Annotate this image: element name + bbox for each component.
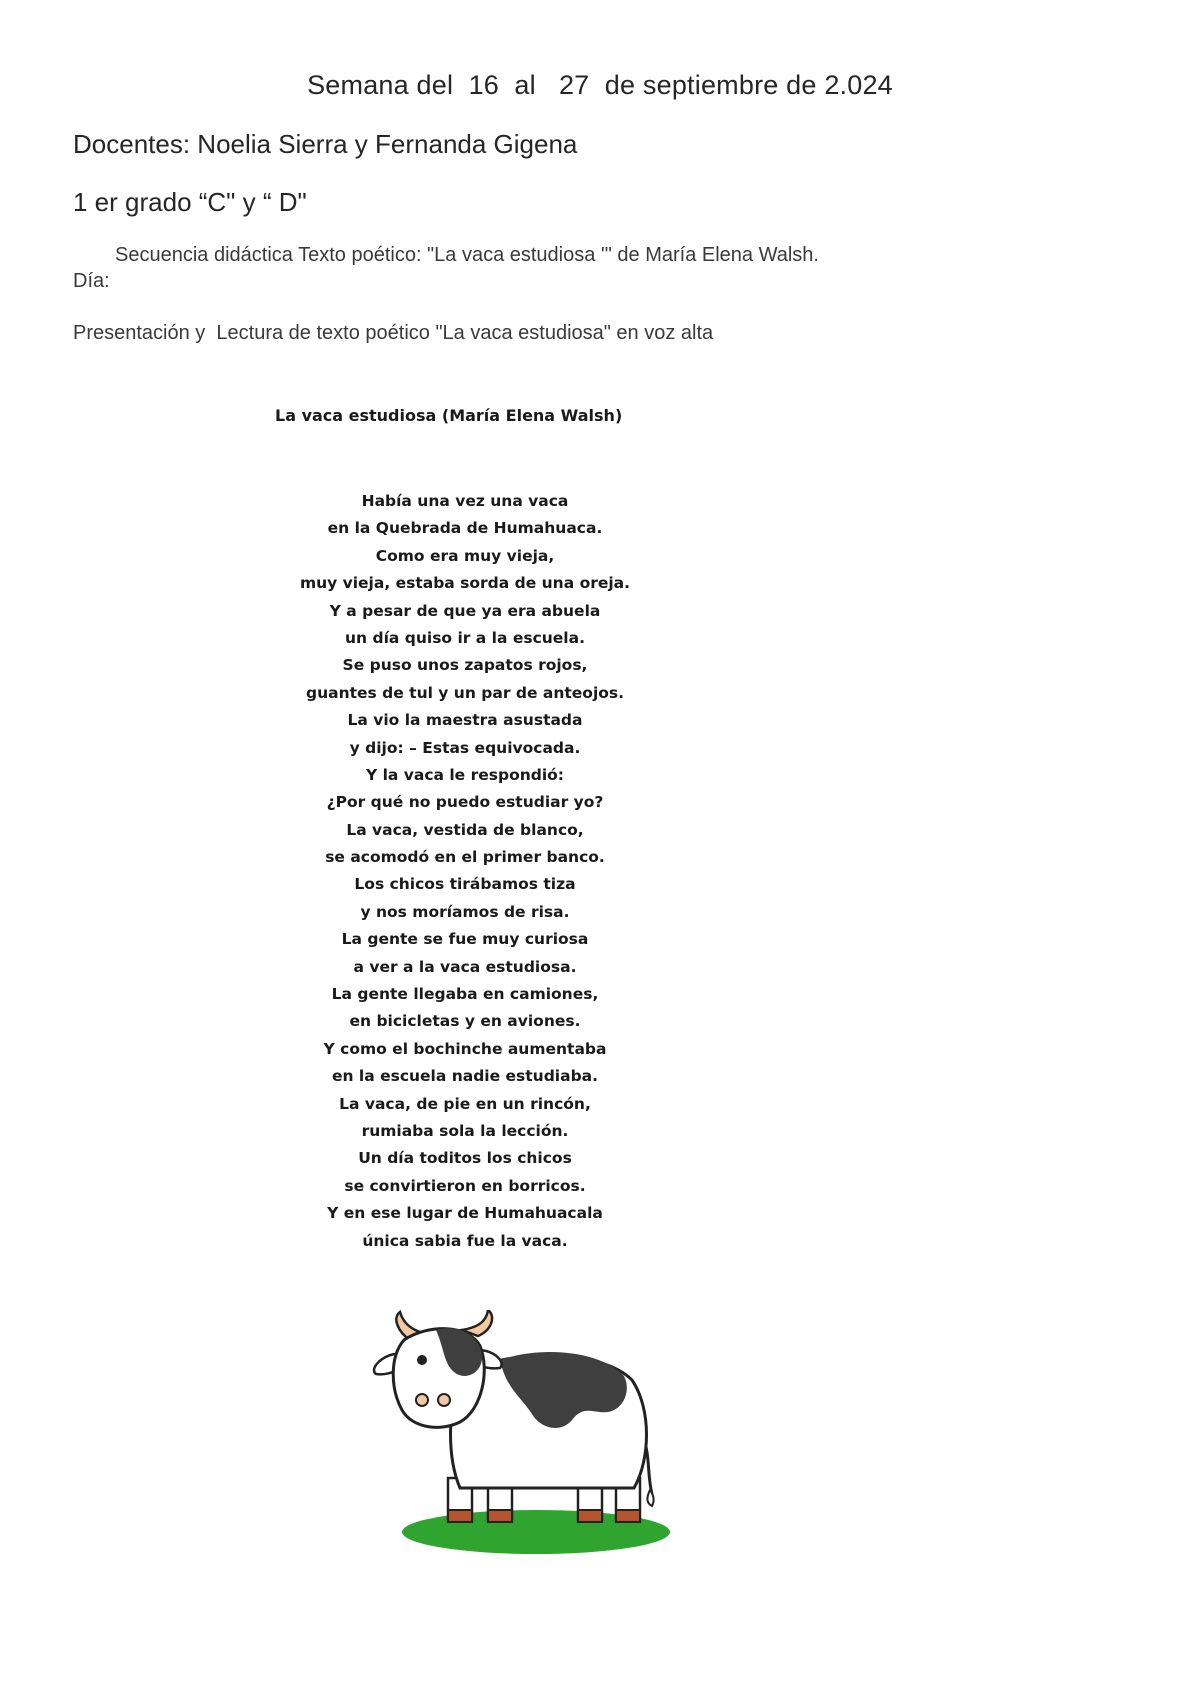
cow-hoof bbox=[578, 1510, 602, 1522]
cow-hoof bbox=[488, 1510, 512, 1522]
poem-line: muy vieja, estaba sorda de una oreja. bbox=[299, 574, 631, 593]
poem-line: Y como el bochinche aumentaba bbox=[323, 1039, 607, 1058]
presentation-line: Presentación y Lectura de texto poético "La vaca estudiosa" en voz alta bbox=[73, 322, 714, 344]
teachers-line: Docentes: Noelia Sierra y Fernanda Gigena bbox=[73, 129, 578, 159]
cow-tail-tip bbox=[647, 1490, 653, 1506]
poem-line: y dijo: – Estas equivocada. bbox=[349, 738, 581, 757]
cow-nostril bbox=[416, 1394, 428, 1406]
poem-line: a ver a la vaca estudiosa. bbox=[353, 957, 577, 976]
cow-hoof bbox=[448, 1510, 472, 1522]
poem-line: Había una vez una vaca bbox=[361, 492, 569, 510]
cow-nostril bbox=[438, 1394, 450, 1406]
poem-line: Los chicos tirábamos tiza bbox=[354, 875, 576, 894]
day-label: Día: bbox=[73, 270, 110, 292]
poem-line: se convirtieron en borricos. bbox=[344, 1176, 586, 1195]
grade-line: 1 er grado “C" y “ D" bbox=[73, 187, 307, 217]
poem-line: guantes de tul y un par de anteojos. bbox=[305, 683, 625, 702]
poem-line: Un día toditos los chicos bbox=[358, 1149, 572, 1168]
poem-body bbox=[265, 488, 665, 1255]
poem-line: Y a pesar de que ya era abuela bbox=[329, 601, 601, 620]
poem-line: Como era muy vieja, bbox=[375, 546, 555, 565]
poem-title: La vaca estudiosa (María Elena Walsh) bbox=[275, 406, 623, 425]
sequence-line: Secuencia didáctica Texto poético: "La vaca estudiosa '" de María Elena Walsh. bbox=[115, 244, 819, 266]
poem-line: se acomodó en el primer banco. bbox=[325, 848, 605, 867]
poem-line: La vaca, de pie en un rincón, bbox=[339, 1094, 591, 1113]
poem-line: Se puso unos zapatos rojos, bbox=[342, 656, 588, 675]
poem-line: La gente se fue muy curiosa bbox=[341, 930, 589, 949]
poem-line: única sabia fue la vaca. bbox=[362, 1231, 568, 1250]
poem-line: y nos moríamos de risa. bbox=[360, 902, 570, 921]
cow-hoof bbox=[616, 1510, 640, 1522]
poem-line: ¿Por qué no puedo estudiar yo? bbox=[326, 793, 604, 812]
week-title: Semana del 16 al 27 de septiembre de 2.024 bbox=[307, 70, 893, 100]
poem-line: La vaca, vestida de blanco, bbox=[346, 820, 584, 839]
poem-line: en la escuela nadie estudiaba. bbox=[331, 1067, 599, 1086]
cow-illustration bbox=[370, 1310, 690, 1560]
poem-line: Y la vaca le respondió: bbox=[365, 765, 565, 784]
poem-line: La gente llegaba en camiones, bbox=[331, 985, 599, 1004]
poem-line: un día quiso ir a la escuela. bbox=[345, 628, 585, 647]
cow-eye bbox=[417, 1355, 427, 1365]
poem-line: La vio la maestra asustada bbox=[347, 711, 583, 730]
poem-line: rumiaba sola la lección. bbox=[361, 1121, 569, 1140]
poem-line: en bicicletas y en aviones. bbox=[349, 1012, 581, 1031]
poem-line: Y en ese lugar de Humahuacala bbox=[327, 1204, 603, 1223]
poem-line: en la Quebrada de Humahuaca. bbox=[327, 519, 603, 538]
